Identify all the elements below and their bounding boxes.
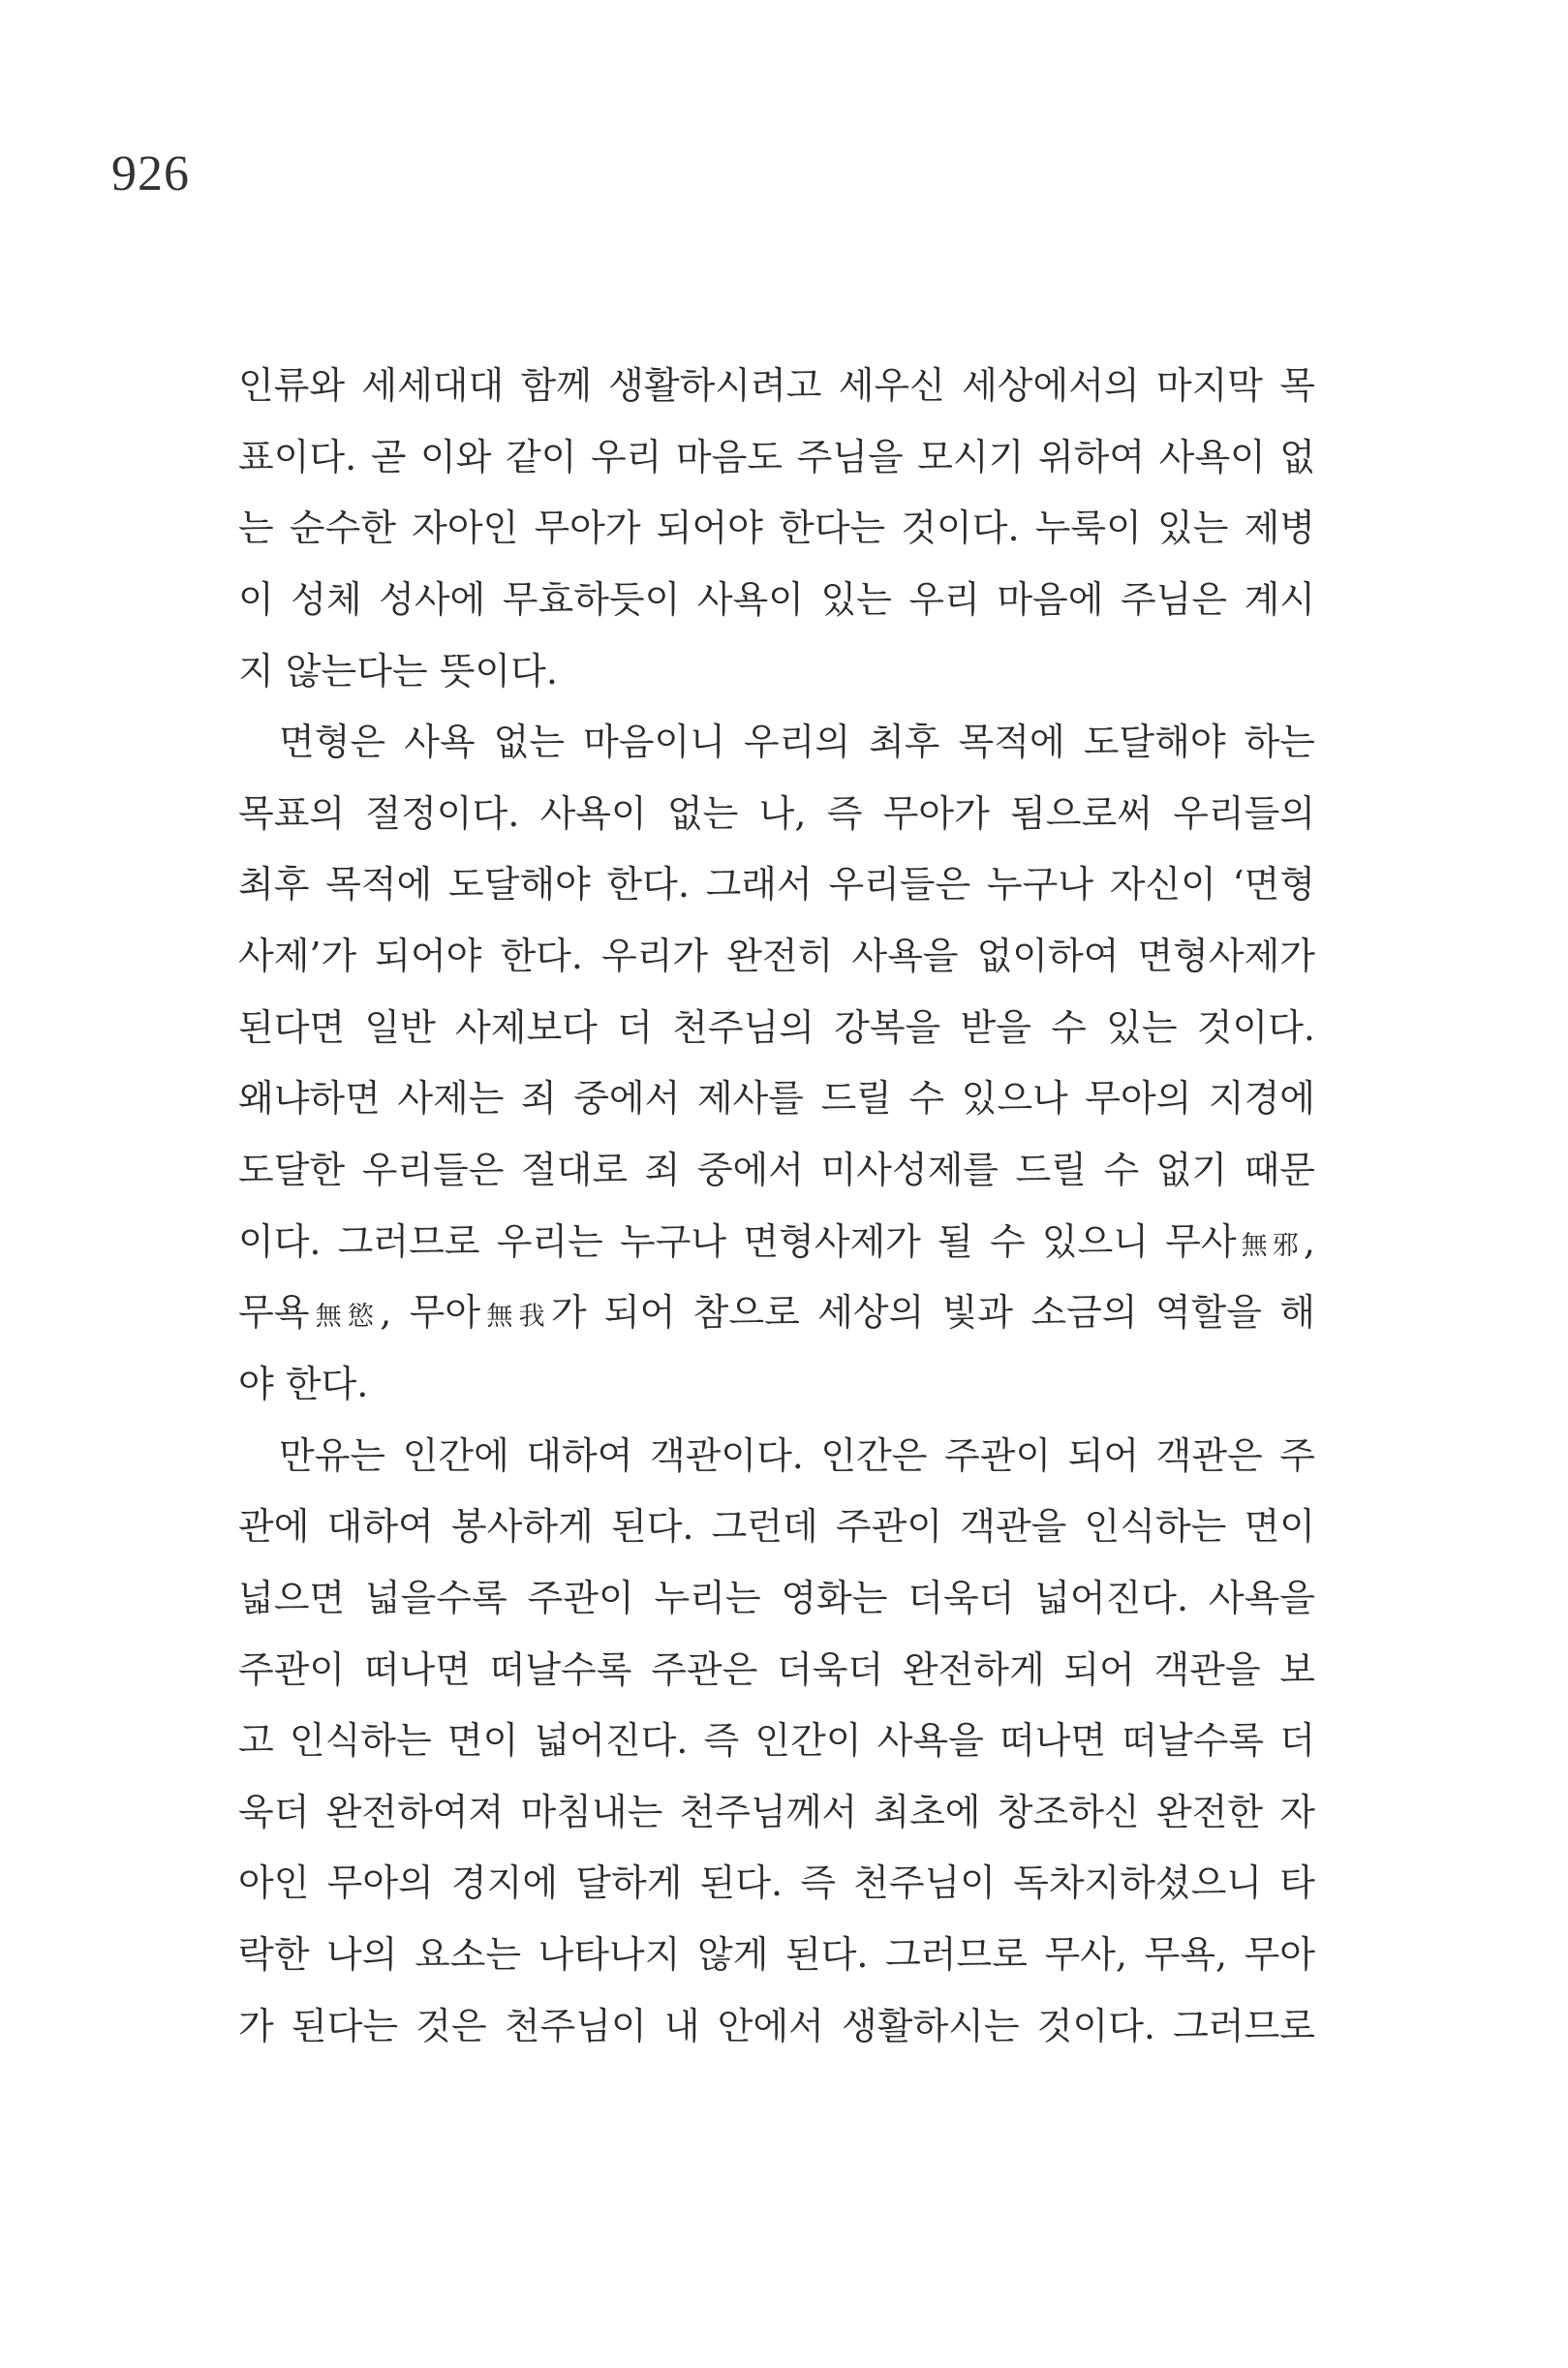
text-line: 주관이 떠나면 떠날수록 주관은 더욱더 완전하게 되어 객관을 보 [238, 1647, 1315, 1691]
text-line: 지 않는다는 뜻이다. [238, 649, 558, 692]
text-line: 이 성체 성사에 무효하듯이 사욕이 있는 우리 마음에 주님은 계시 [238, 577, 1315, 621]
page-number: 926 [111, 146, 190, 201]
text-line: 된다면 일반 사제보다 더 천주님의 강복을 받을 수 있는 것이다. [238, 1005, 1315, 1049]
text-line: 만유는 인간에 대하여 객관이다. 인간은 주관이 되어 객관은 주 [279, 1433, 1315, 1477]
hanja-annotation: 無我 [480, 1302, 551, 1333]
text-line [238, 1277, 1315, 1349]
text-segment: , [1303, 1219, 1315, 1263]
paragraph-1 [238, 351, 1315, 707]
text-line: 욱더 완전하여져 마침내는 천주님께서 최초에 창조하신 완전한 자 [238, 1790, 1315, 1833]
hanja-annotation: 無慾 [309, 1302, 381, 1333]
text-line: 넓으면 넓을수록 주관이 누리는 영화는 더욱더 넓어진다. 사욕을 [238, 1576, 1315, 1619]
paragraph-3 [238, 1421, 1315, 2063]
text-line: 인류와 세세대대 함께 생활하시려고 세우신 세상에서의 마지막 목 [238, 364, 1315, 407]
text-segment: 가 되어 참으로 세상의 빛과 소금의 역할을 해 [550, 1291, 1315, 1335]
paragraph-2 [238, 707, 1315, 1420]
text-segment: , 무아 [380, 1291, 481, 1335]
text-line: 고 인식하는 면이 넓어진다. 즉 인간이 사욕을 떠나면 떠날수록 더 [238, 1719, 1315, 1763]
text-line [238, 1207, 1315, 1278]
text-line: 가 된다는 것은 천주님이 내 안에서 생활하시는 것이다. 그러므로 [238, 2004, 1315, 2047]
text-line: 사제’가 되어야 한다. 우리가 완전히 사욕을 없이하여 면형사제가 [238, 935, 1315, 978]
text-line: 는 순수한 자아인 무아가 되어야 한다는 것이다. 누룩이 있는 제병 [238, 507, 1315, 550]
text-line: 왜냐하면 사제는 죄 중에서 제사를 드릴 수 있으나 무아의 지경에 [238, 1077, 1315, 1121]
text-line: 표이다. 곧 이와 같이 우리 마음도 주님을 모시기 위하여 사욕이 없 [238, 435, 1315, 478]
text-line: 락한 나의 요소는 나타나지 않게 된다. 그러므로 무사, 무욕, 무아 [238, 1933, 1315, 1977]
text-line: 아인 무아의 경지에 달하게 된다. 즉 천주님이 독차지하셨으니 타 [238, 1861, 1315, 1905]
text-segment: 무욕 [238, 1291, 310, 1335]
text-line: 목표의 절정이다. 사욕이 없는 나, 즉 무아가 됨으로써 우리들의 [238, 791, 1315, 835]
hanja-annotation: 無邪 [1236, 1230, 1304, 1261]
text-line: 야 한다. [238, 1362, 369, 1405]
text-line: 면형은 사욕 없는 마음이니 우리의 최후 목적에 도달해야 하는 [279, 721, 1315, 764]
text-segment: 이다. 그러므로 우리는 누구나 면형사제가 될 수 있으니 무사 [238, 1219, 1237, 1263]
text-line: 도달한 우리들은 절대로 죄 중에서 미사성제를 드릴 수 없기 때문 [238, 1149, 1315, 1192]
body-text [238, 351, 1315, 2062]
text-line: 관에 대하여 봉사하게 된다. 그런데 주관이 객관을 인식하는 면이 [238, 1505, 1315, 1549]
text-line: 최후 목적에 도달해야 한다. 그래서 우리들은 누구나 자신이 ‘면형 [238, 863, 1315, 907]
